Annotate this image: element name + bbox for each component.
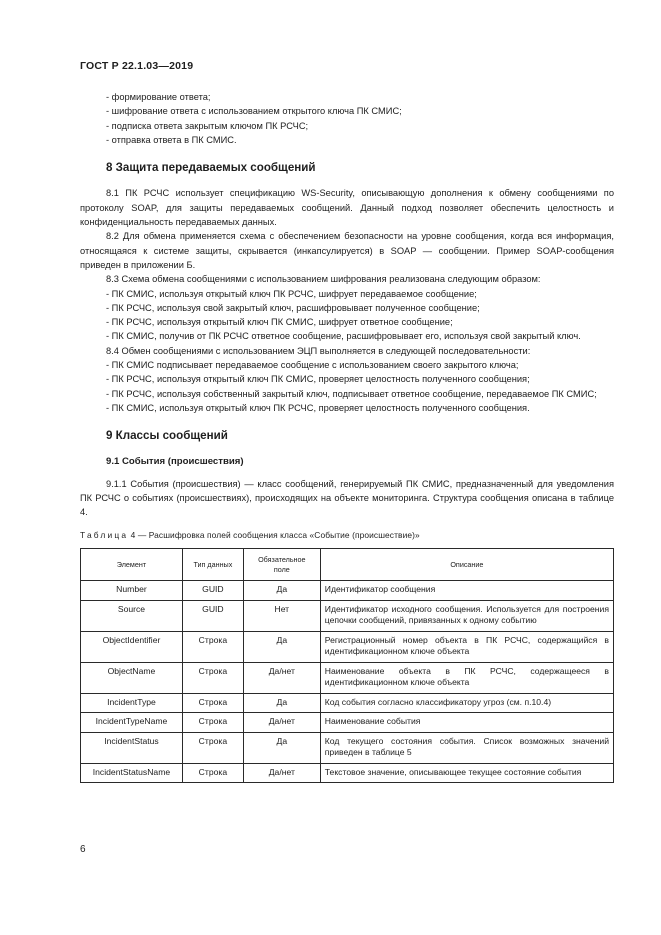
subsection-9-1-heading: 9.1 События (происшествия) [106,455,244,467]
table-caption [80,528,614,542]
cell-description: Код текущего состояния события. Список возможных значений приведен в таблице 5 [320,732,613,763]
column-header-type: Тип данных [182,549,243,581]
list-item: - ПК СМИС, получив от ПК РСЧС ответное сообщение, расшифровывает его, используя свой закрытый ключ. [106,331,581,342]
list-item: - ПК СМИС, используя открытый ключ ПК РСЧС, шифрует передаваемое сообщение; [106,288,477,299]
cell-element: Source [81,600,183,631]
column-header-description: Описание [320,549,613,581]
column-header-required: Обязательное поле [243,549,320,581]
paragraph-8-2: 8.2 Для обмена применяется схема с обеспечением безопасности на уровне сообщения, когда вся информация, относящаяся к системе защиты, скрывается (инкапсулируется) в SOAP — сообщении. Пример SOAP-сообщения приведен в приложении Б. [80,231,614,270]
cell-type: Строка [182,763,243,783]
paragraph-9-1-1: 9.1.1 События (происшествия) — класс сообщений, генерируемый ПК СМИС, предназначенный для уведомления ПК РСЧС о событиях (происшествиях), происходящих на объекте мониторинга. Структура сообщения описана в таблице 4. [80,478,614,518]
table-caption-word: Таблица [80,529,129,540]
paragraph-8-4: 8.4 Обмен сообщениями с использованием ЭЦП выполняется в следующей последовательности: [106,345,531,356]
cell-required: Да [243,732,320,763]
cell-element: IncidentStatusName [81,763,183,783]
section-8-heading: 8 Защита передаваемых сообщений [106,161,316,175]
table-row [81,600,614,631]
table-row [81,732,614,763]
list-item: - ПК РСЧС, используя открытый ключ ПК СМИС, проверяет целостность полученного сообщения; [106,374,530,385]
cell-required: Да [243,581,320,601]
cell-required: Да/нет [243,713,320,733]
cell-description: Наименование события [320,713,613,733]
table-row [81,581,614,601]
cell-required: Да [243,693,320,713]
cell-element: ObjectIdentifier [81,631,183,662]
list-item: - формирование ответа; [106,92,211,102]
document-header-code: ГОСТ Р 22.1.03—2019 [80,60,194,72]
paragraph-8-3: 8.3 Схема обмена сообщениями с использованием шифрования реализована следующим образом: [106,274,541,285]
table-header-row [81,549,614,581]
table-row [81,693,614,713]
list-item: - ПК СМИС, используя открытый ключ ПК РСЧС, проверяет целостность полученного сообщения. [106,402,530,413]
cell-element: IncidentTypeName [81,713,183,733]
cell-type: Строка [182,732,243,763]
cell-description: Регистрационный номер объекта в ПК РСЧС, содержащийся в идентификационном ключе объекта [320,631,613,662]
table-row [81,631,614,662]
cell-type: Строка [182,662,243,693]
page-content [80,90,614,783]
section-9-heading: 9 Классы сообщений [106,429,228,443]
page-number: 6 [80,844,86,855]
cell-required: Нет [243,600,320,631]
list-item: - подписка ответа закрытым ключом ПК РСЧС; [106,120,309,131]
cell-type: Строка [182,693,243,713]
cell-description: Код события согласно классификатору угроз (см. п.10.4) [320,693,613,713]
table-row [81,763,614,783]
list-item: - ПК РСЧС, используя открытый ключ ПК СМИС, шифрует ответное сообщение; [106,317,453,328]
list-item: - ПК РСЧС, используя собственный закрытый ключ, подписывает ответное сообщение, передаваемое ПК СМИС; [106,388,597,399]
cell-required: Да [243,631,320,662]
cell-type: GUID [182,600,243,631]
cell-description: Текстовое значение, описывающее текущее состояние события [320,763,613,783]
cell-description: Наименование объекта в ПК РСЧС, содержащееся в идентификационном ключе объекта [320,662,613,693]
cell-type: Строка [182,631,243,662]
list-item: - ПК СМИС подписывает передаваемое сообщение с использованием своего закрытого ключа; [106,360,519,371]
cell-required: Да/нет [243,763,320,783]
cell-type: GUID [182,581,243,601]
table-row [81,713,614,733]
paragraph-8-1: 8.1 ПК РСЧС использует спецификацию WS-Security, описывающую дополнения к обмену сообщениями по протоколу SOAP, для защиты передаваемых сообщений. Данный подход позволяет обеспечить целостность и конфиденциальность передаваемых данных. [80,188,614,228]
list-item: - шифрование ответа с использованием открытого ключа ПК СМИС; [106,106,402,117]
cell-description: Идентификатор исходного сообщения. Используется для построения цепочки сообщений, привязанных к одному событию [320,600,613,631]
cell-required: Да/нет [243,662,320,693]
table-4 [80,548,614,783]
table-caption-text: 4 — Расшифровка полей сообщения класса «Событие (происшествие)» [128,529,420,540]
cell-description: Идентификатор сообщения [320,581,613,601]
column-header-element: Элемент [81,549,183,581]
cell-element: IncidentStatus [81,732,183,763]
cell-type: Строка [182,713,243,733]
list-item: - ПК РСЧС, используя свой закрытый ключ, расшифровывает полученное сообщение; [106,302,480,313]
cell-element: ObjectName [81,662,183,693]
table-row [81,662,614,693]
list-item: - отправка ответа в ПК СМИС. [106,134,237,145]
cell-element: Number [81,581,183,601]
cell-element: IncidentType [81,693,183,713]
